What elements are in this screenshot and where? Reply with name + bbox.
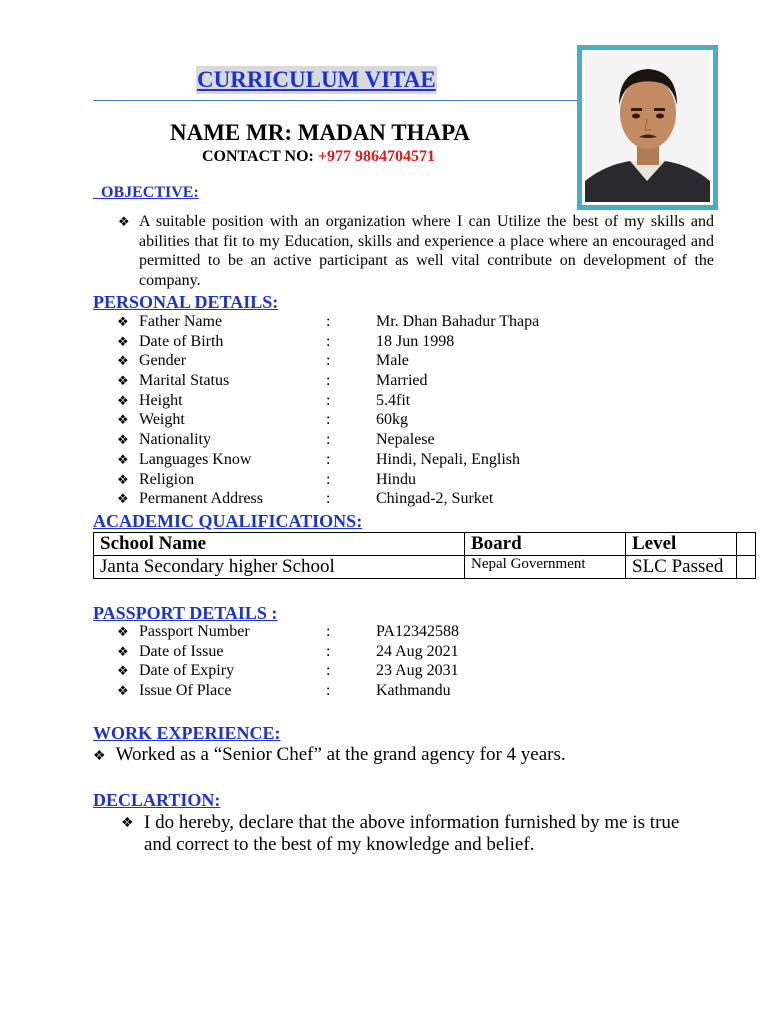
detail-value: Married xyxy=(376,372,428,390)
detail-separator: : xyxy=(326,470,331,488)
detail-value: Male xyxy=(376,352,409,370)
declaration-heading: DECLARTION: xyxy=(93,790,221,810)
list-item xyxy=(117,410,597,430)
academic-heading: ACADEMIC QUALIFICATIONS: xyxy=(93,511,363,531)
detail-separator: : xyxy=(326,431,331,449)
detail-value: Chingad-2, Surket xyxy=(376,490,494,508)
list-item xyxy=(117,661,597,681)
column-level: Level xyxy=(626,533,737,556)
bullet-icon: ❖ xyxy=(117,353,129,369)
detail-label: Height xyxy=(139,391,183,409)
list-item xyxy=(117,351,597,371)
title-divider xyxy=(93,100,577,101)
work-experience-heading: WORK EXPERIENCE: xyxy=(93,723,281,743)
detail-value: Hindi, Nepali, English xyxy=(376,450,520,468)
work-experience-body: Worked as a “Senior Chef” at the grand agency for 4 years. xyxy=(115,744,566,765)
detail-separator: : xyxy=(326,682,331,700)
detail-label: Languages Know xyxy=(139,450,252,468)
bullet-icon: ❖ xyxy=(93,749,106,764)
detail-separator: : xyxy=(326,490,331,508)
detail-separator: : xyxy=(326,450,331,468)
detail-separator: : xyxy=(326,332,331,350)
detail-separator: : xyxy=(326,642,331,660)
bullet-icon: ❖ xyxy=(117,373,129,389)
detail-value: Nepalese xyxy=(376,431,435,449)
objective-text xyxy=(118,212,714,291)
list-item xyxy=(117,470,597,490)
candidate-name: NAME MR: MADAN THAPA xyxy=(170,120,471,145)
detail-value: 5.4fit xyxy=(376,391,411,409)
detail-value: 60kg xyxy=(376,411,408,429)
detail-value: PA12342588 xyxy=(376,623,459,640)
detail-separator: : xyxy=(326,391,331,409)
bullet-icon: ❖ xyxy=(117,392,129,408)
bullet-icon: ❖ xyxy=(117,491,129,507)
personal-details-heading: PERSONAL DETAILS: xyxy=(93,292,279,312)
bullet-icon: ❖ xyxy=(117,683,129,699)
profile-photo-frame xyxy=(577,45,718,210)
cell-board: Nepal Government xyxy=(465,556,626,579)
work-experience-text xyxy=(93,744,566,766)
table-row xyxy=(94,556,756,579)
detail-label: Date of Issue xyxy=(139,642,224,660)
declaration-text xyxy=(121,812,704,856)
bullet-icon: ❖ xyxy=(117,451,129,467)
contact-number: +977 9864704571 xyxy=(317,148,435,165)
bullet-icon: ❖ xyxy=(117,412,129,428)
bullet-icon: ❖ xyxy=(117,643,129,659)
contact-label: CONTACT NO: xyxy=(202,148,314,165)
academic-table-header xyxy=(94,533,756,556)
cell-school-name: Janta Secondary higher School xyxy=(94,556,465,579)
detail-value: Kathmandu xyxy=(376,682,451,700)
page-title: CURRICULUM VITAE xyxy=(197,67,436,92)
column-board: Board xyxy=(465,533,626,556)
contact-line xyxy=(202,148,435,166)
detail-separator: : xyxy=(326,411,331,429)
personal-details-list xyxy=(117,312,597,509)
detail-separator: : xyxy=(326,623,331,640)
bullet-icon: ❖ xyxy=(117,471,129,487)
bullet-icon: ❖ xyxy=(117,663,129,679)
detail-label: Nationality xyxy=(139,431,211,449)
detail-label: Permanent Address xyxy=(139,490,263,508)
passport-heading: PASSPORT DETAILS : xyxy=(93,603,278,623)
list-item xyxy=(117,450,597,470)
list-item xyxy=(117,430,597,450)
detail-label: Gender xyxy=(139,352,187,370)
list-item xyxy=(117,312,597,332)
list-item xyxy=(117,371,597,391)
column-school-name: School Name xyxy=(94,533,465,556)
bullet-icon: ❖ xyxy=(117,432,129,448)
detail-value: 24 Aug 2021 xyxy=(376,642,459,660)
bullet-icon: ❖ xyxy=(117,314,129,329)
cell-level: SLC Passed xyxy=(626,556,737,579)
bullet-icon: ❖ xyxy=(117,624,129,639)
bullet-icon: ❖ xyxy=(121,816,134,831)
list-item xyxy=(117,681,597,701)
list-item xyxy=(117,489,597,509)
profile-photo xyxy=(585,53,710,202)
detail-label: Religion xyxy=(139,470,195,488)
list-item xyxy=(117,332,597,352)
detail-label: Date of Expiry xyxy=(139,662,235,680)
detail-label: Passport Number xyxy=(139,623,250,640)
detail-value: 18 Jun 1998 xyxy=(376,332,455,350)
detail-label: Father Name xyxy=(139,313,223,330)
bullet-icon: ❖ xyxy=(117,333,129,349)
detail-separator: : xyxy=(326,662,331,680)
detail-label: Issue Of Place xyxy=(139,682,232,700)
cell-empty xyxy=(737,556,756,579)
detail-separator: : xyxy=(326,313,331,330)
detail-label: Weight xyxy=(139,411,185,429)
column-empty xyxy=(737,533,756,556)
detail-label: Marital Status xyxy=(139,372,230,390)
list-item xyxy=(117,391,597,411)
detail-value: 23 Aug 2031 xyxy=(376,662,459,680)
detail-separator: : xyxy=(326,352,331,370)
detail-value: Hindu xyxy=(376,470,416,488)
detail-label: Date of Birth xyxy=(139,332,224,350)
passport-details-list xyxy=(117,622,597,701)
detail-value: Mr. Dhan Bahadur Thapa xyxy=(376,313,540,330)
academic-table xyxy=(93,532,756,579)
objective-body: A suitable position with an organization where I can Utilize the best of my skills and abilities that fit to my Education, skills and experience a place where an encouraged and permitted to be an active participant as well vital contribute on development of the company. xyxy=(139,213,714,290)
list-item xyxy=(117,622,597,642)
objective-heading: OBJECTIVE: xyxy=(101,184,199,201)
detail-separator: : xyxy=(326,372,331,390)
declaration-body: I do hereby, declare that the above information furnished by me is true and correct to the best of my knowledge and belief. xyxy=(144,812,680,855)
bullet-icon: ❖ xyxy=(118,214,130,229)
list-item xyxy=(117,642,597,662)
